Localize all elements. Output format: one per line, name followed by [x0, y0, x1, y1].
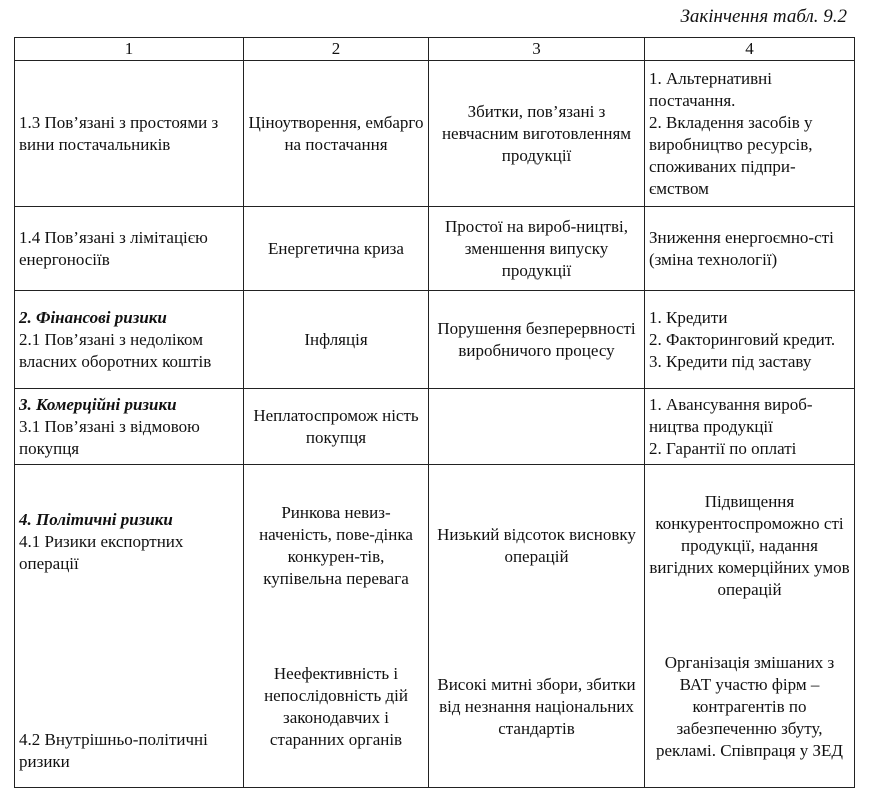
- risk-factor-cell: Інфляція: [244, 291, 429, 389]
- consequence-cell: Простої на вироб-ництві, зменшення випуску продукції: [429, 207, 645, 291]
- measures-cell: [645, 465, 855, 788]
- measures-cell: [645, 389, 855, 465]
- measure-item: 1. Альтернативні постачання.: [649, 68, 772, 110]
- risk-type-cell: [15, 291, 244, 389]
- measures-cell: [645, 291, 855, 389]
- risk-type-cell: [15, 465, 244, 788]
- header-cell: 3: [429, 38, 645, 61]
- risk-type-cell: 1.4 Пов’язані з лімітацією енергоносіїв: [15, 207, 244, 291]
- risk-factor-text: Ринкова невиз-наченість, пове-дінка конкурен-тів, купівельна перевага: [259, 502, 413, 588]
- measure-item: 2. Вкладення засобів у виробництво ресурсів, споживаних підпри-ємством: [649, 112, 813, 198]
- risk-table: [14, 37, 855, 788]
- table-row: [15, 465, 855, 788]
- risk-factor-cell: Ціноутворення, ембарго на постачання: [244, 61, 429, 207]
- risk-type-cell: 1.3 Пов’язані з простоями з вини постачальників: [15, 61, 244, 207]
- risk-factor-cell: Неплатоспромож ність покупця: [244, 389, 429, 465]
- risk-type-text: 3.1 Пов’язані з відмовою покупця: [19, 416, 200, 458]
- consequence-cell: [429, 465, 645, 788]
- risk-factor-cell: Енергетична криза: [244, 207, 429, 291]
- measure-item: Організація змішаних з ВАТ участю фірм – контрагентів по забезпеченню збуту, рекламі. Співпраця у ЗЕД: [655, 652, 844, 760]
- measure-item: 2. Гарантії по оплаті: [649, 438, 797, 458]
- risk-group-heading: 3. Комерційні ризики: [19, 394, 177, 414]
- risk-type-cell: [15, 389, 244, 465]
- risk-type-text: 4.2 Внутрішньо-політичні ризики: [19, 730, 208, 771]
- risk-type-text: 2.1 Пов’язані з недоліком власних оборотних коштів: [19, 329, 212, 371]
- measure-item: 1. Авансування вироб-ництва продукції: [649, 394, 813, 436]
- measure-item: 3. Кредити під заставу: [649, 351, 812, 371]
- header-cell: 4: [645, 38, 855, 61]
- header-row: [15, 38, 855, 61]
- risk-group-heading: 2. Фінансові ризики: [19, 307, 167, 327]
- consequence-text: Високі митні збори, збитки від незнання національних стандартів: [437, 674, 636, 738]
- measure-item: Зниження енергоємно-сті (зміна технології): [649, 227, 834, 269]
- measures-cell: [645, 61, 855, 207]
- risk-factor-text: Неефективність і непослідовність дій законодавчих і старанних органів: [264, 663, 408, 749]
- measure-item: 1. Кредити: [649, 307, 728, 327]
- consequence-cell: Порушення безперервності виробничого процесу: [429, 291, 645, 389]
- consequence-cell: Збитки, пов’язані з невчасним виготовленням продукції: [429, 61, 645, 207]
- measures-cell: [645, 207, 855, 291]
- table-row: [15, 61, 855, 207]
- measure-item: 2. Факторинговий кредит.: [649, 329, 836, 349]
- risk-factor-cell: [244, 465, 429, 788]
- table-row: [15, 207, 855, 291]
- measure-item: Підвищення конкурентоспроможно сті продукції, надання вигідних комерційних умов операцій: [649, 491, 850, 599]
- consequence-cell: [429, 389, 645, 465]
- table-caption: Закінчення табл. 9.2: [680, 6, 847, 27]
- header-cell: 2: [244, 38, 429, 61]
- header-cell: 1: [15, 38, 244, 61]
- table-row: [15, 291, 855, 389]
- consequence-text: Низький відсоток висновку операцій: [437, 524, 636, 566]
- risk-type-text: 4.1 Ризики експортних операції: [19, 532, 184, 573]
- risk-group-heading: 4. Політичні ризики: [19, 510, 173, 529]
- table-row: [15, 389, 855, 465]
